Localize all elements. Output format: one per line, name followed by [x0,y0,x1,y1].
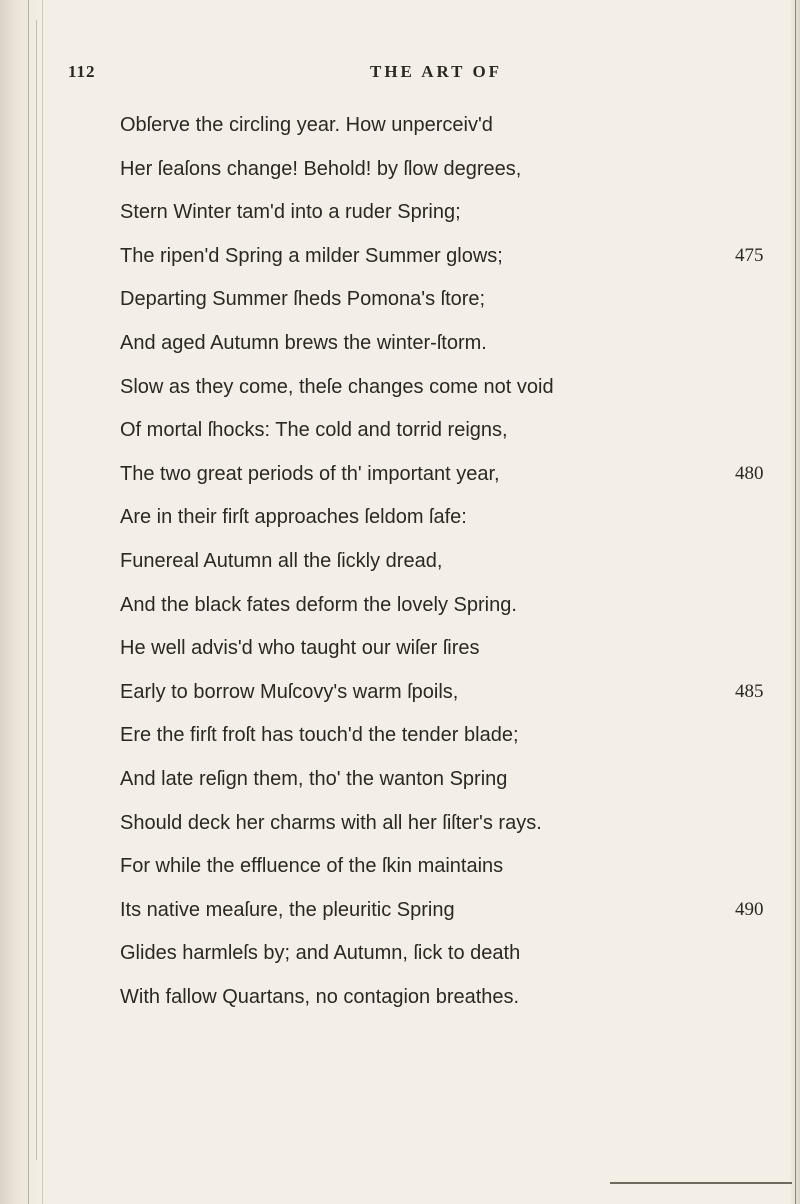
poem-line: Ere the firſt froſt has touch'd the tender blade; [120,724,519,747]
poem-line: And aged Autumn brews the winter-ſtorm. [120,331,487,354]
poem-line: With fallow Quartans, no contagion breathes. [120,985,520,1008]
poem-line: Her ſeaſons change! Behold! by ſlow degrees, [120,157,522,180]
poem-line: Funereal Autumn all the ſickly dread, [120,549,443,572]
poem-line: Are in their firſt approaches ſeldom ſafe: [120,506,467,529]
page-header [0,62,800,92]
poem-line: And the black fates deform the lovely Spring. [120,593,517,616]
poem-line: Glides harmleſs by; and Autumn, ſick to death [120,942,521,965]
running-head: THE ART OF [370,62,503,81]
poem-line: Departing Summer ſheds Pomona's ſtore; [120,288,486,311]
poem-line: He well advis'd who taught our wiſer ſires [120,637,480,660]
bottom-rule [610,1182,792,1184]
poem-line: Early to borrow Muſcovy's warm ſpoils, [120,680,459,703]
poem-line: Obſerve the circling year. How unperceiv'd [120,114,493,136]
page-number: 112 [68,62,96,81]
page-right-edge [790,0,800,1204]
poem-line: The two great periods of th' important year, [120,462,500,485]
line-number: 480 [735,462,764,484]
page-left-edge [0,0,43,1204]
poem-text [120,104,680,1019]
poem-line: The ripen'd Spring a milder Summer glows; [120,244,503,267]
line-number: 475 [735,244,764,266]
line-number: 490 [735,898,764,920]
poem-line: For while the effluence of the ſkin maintains [120,855,504,878]
poem-line: Stern Winter tam'd into a ruder Spring; [120,201,461,224]
poem-line: Of mortal ſhocks: The cold and torrid reigns, [120,419,508,442]
poem-line: Slow as they come, theſe changes come not void [120,375,554,398]
poem-line: And late reſign them, tho' the wanton Spring [120,767,508,790]
line-number: 485 [735,680,764,702]
poem-line: Should deck her charms with all her ſiſter's rays. [120,811,542,834]
poem-line: Its native meaſure, the pleuritic Spring [120,898,455,921]
